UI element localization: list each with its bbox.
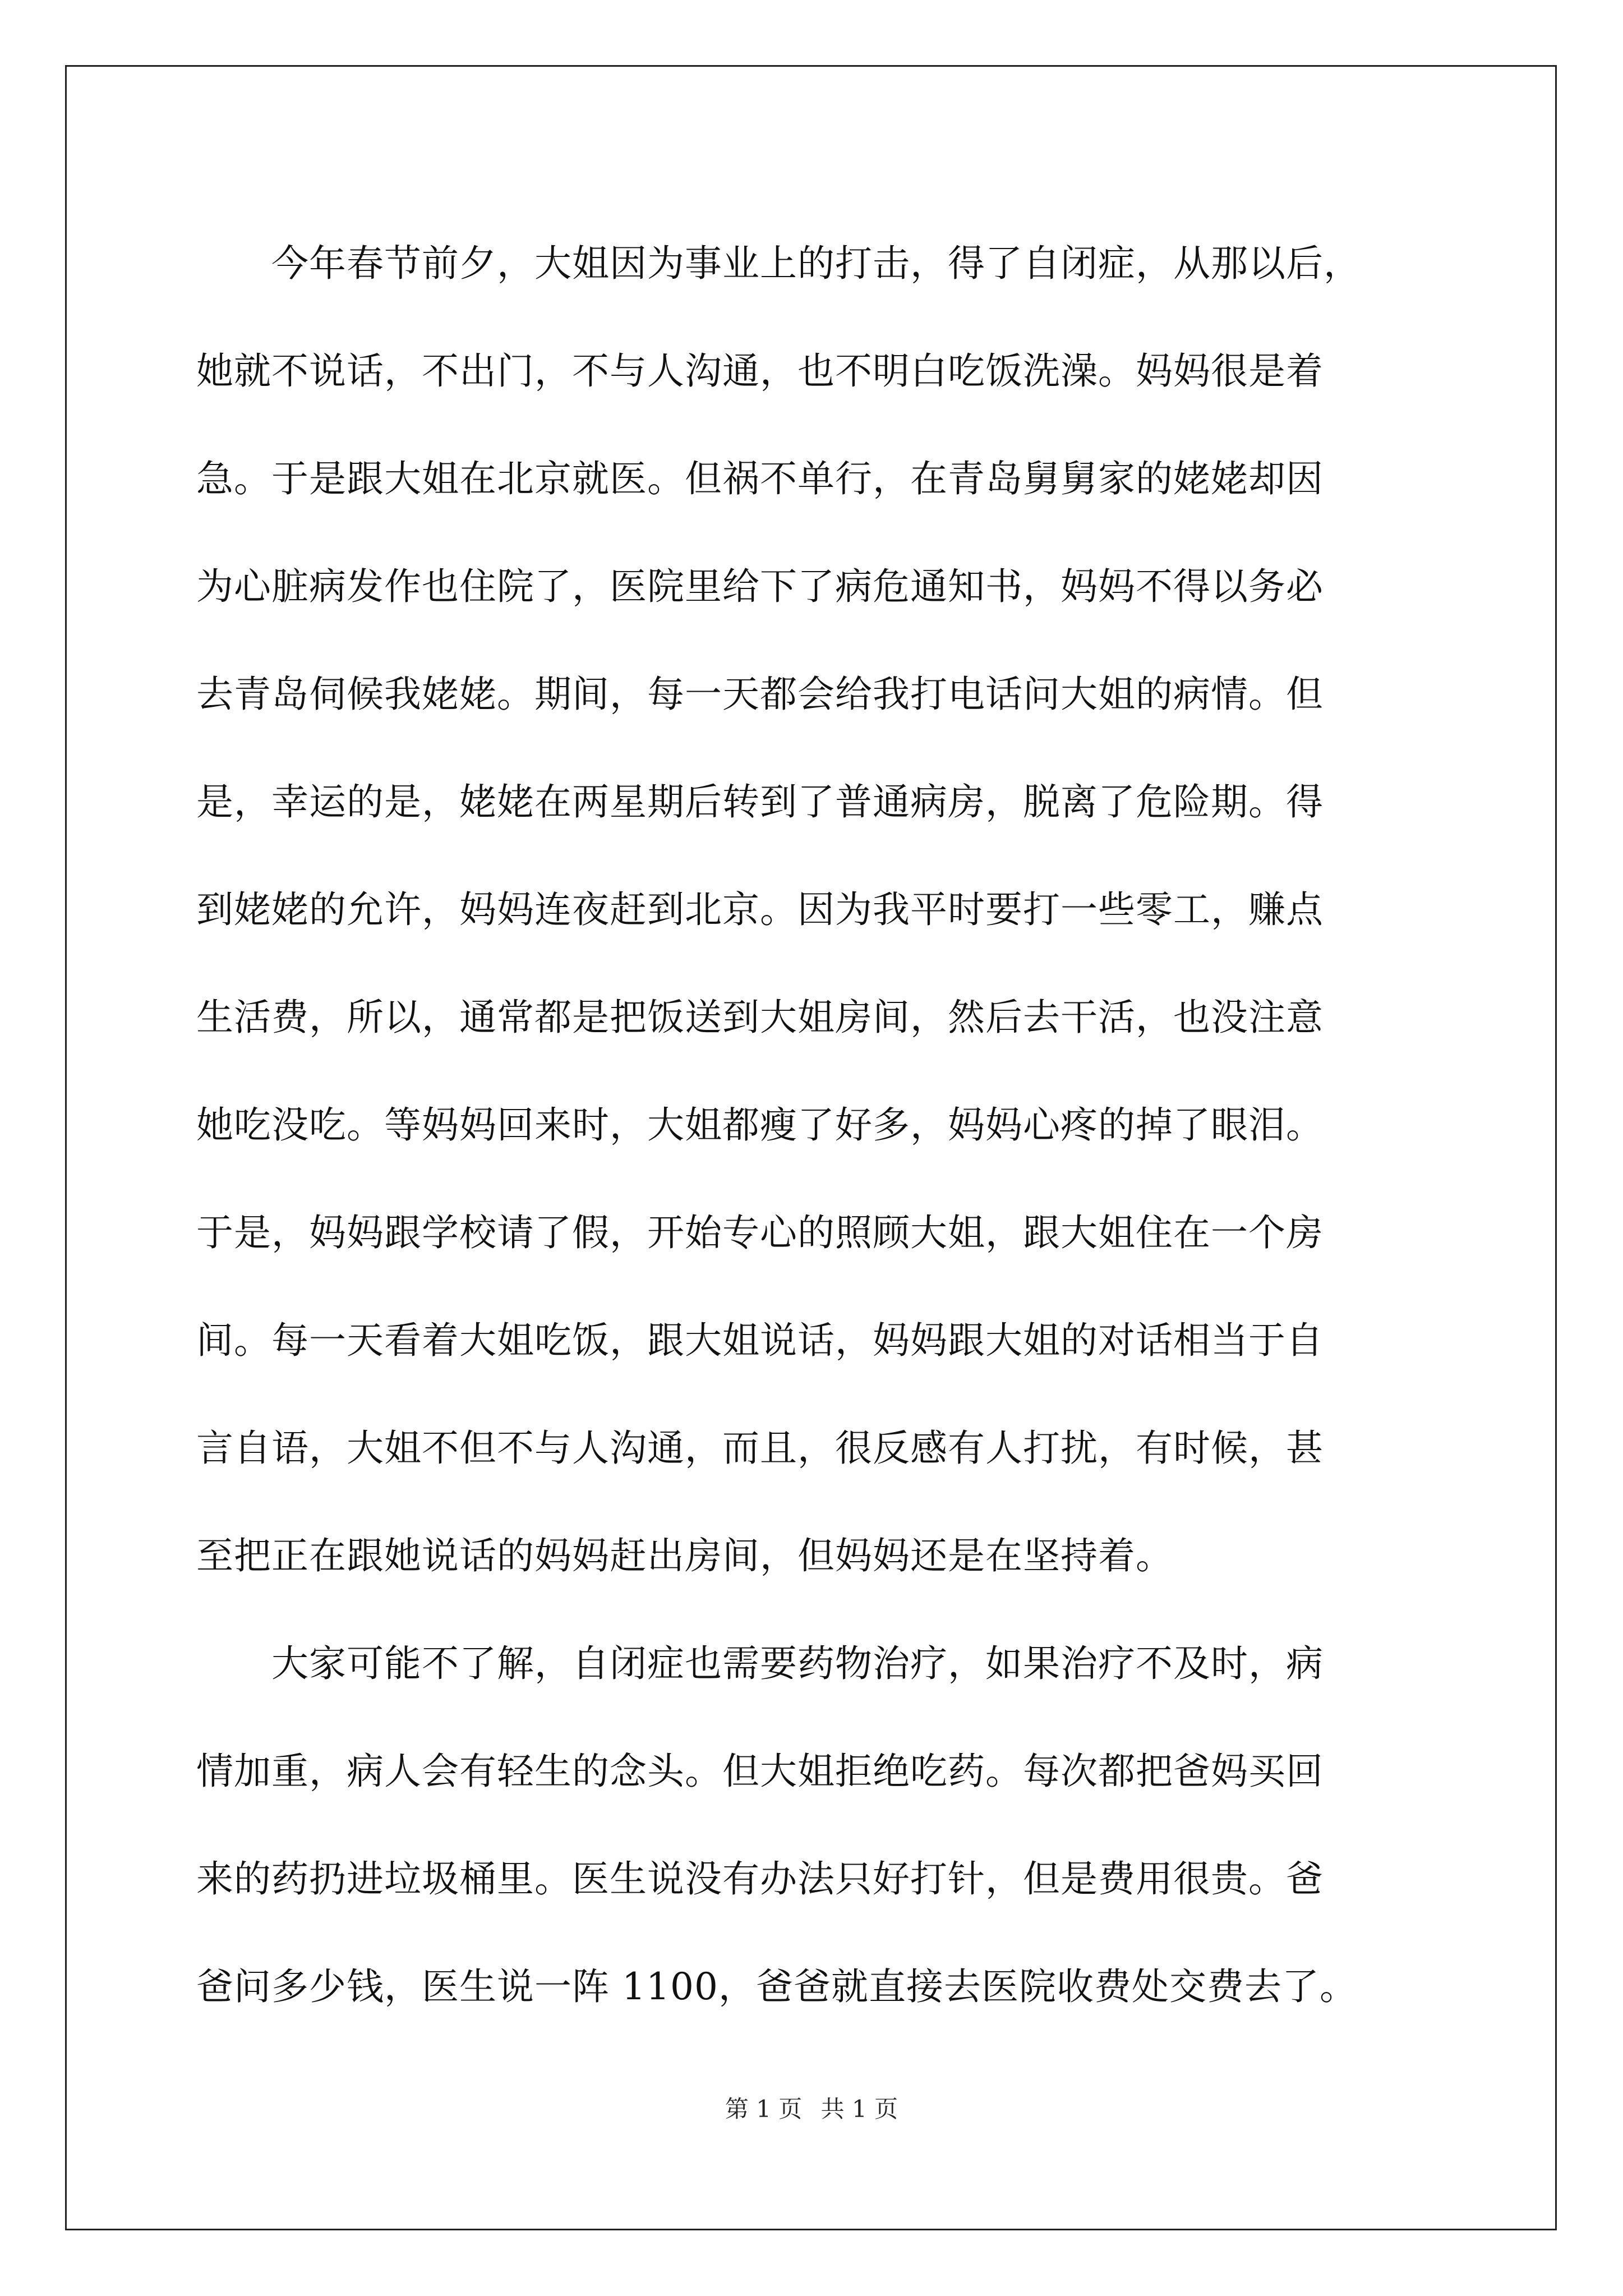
page-number: 第 1 页 (725, 2095, 803, 2123)
text-line: 情加重，病人会有轻生的念头。但大姐拒绝吃药。每次都把爸妈买回 (196, 1750, 1324, 1793)
text-line: 到姥姥的允许，妈妈连夜赶到北京。因为我平时要打一些零工，赚点 (196, 888, 1324, 931)
text-line: 是，幸运的是，姥姥在两星期后转到了普通病房，脱离了危险期。得 (196, 780, 1324, 823)
text-line: 她吃没吃。等妈妈回来时，大姐都瘦了好多，妈妈心疼的掉了眼泪。 (196, 1103, 1324, 1147)
text-line: 至把正在跟她说话的妈妈赶出房间，但妈妈还是在坚持着。 (196, 1534, 1173, 1577)
page-footer (0, 2092, 1623, 2126)
text-line: 来的药扔进垃圾桶里。医生说没有办法只好打针，但是费用很贵。爸 (196, 1857, 1324, 1901)
page-total: 共 1 页 (820, 2095, 898, 2123)
text-line: 言自语，大姐不但不与人沟通，而且，很反感有人打扰，有时候，甚 (196, 1427, 1324, 1470)
text-line: 急。于是跟大姐在北京就医。但祸不单行，在青岛舅舅家的姥姥却因 (196, 457, 1324, 500)
text-line: 为心脏病发作也住院了，医院里给下了病危通知书，妈妈不得以务必 (196, 565, 1324, 608)
text-line: 她就不说话，不出门，不与人沟通，也不明白吃饭洗澡。妈妈很是着 (196, 349, 1324, 393)
text-line: 大家可能不了解，自闭症也需要药物治疗，如果治疗不及时，病 (196, 1642, 1324, 1685)
text-line: 于是，妈妈跟学校请了假，开始专心的照顾大姐，跟大姐住在一个房 (196, 1211, 1324, 1254)
text-line: 爸问多少钱，医生说一阵 1100，爸爸就直接去医院收费处交费去了。 (196, 1965, 1357, 2008)
text-line: 去青岛伺候我姥姥。期间，每一天都会给我打电话问大姐的病情。但 (196, 673, 1324, 716)
text-line: 间。每一天看着大姐吃饭，跟大姐说话，妈妈跟大姐的对话相当于自 (196, 1319, 1324, 1362)
text-line: 今年春节前夕，大姐因为事业上的打击，得了自闭症，从那以后， (196, 242, 1361, 285)
text-line: 生活费，所以，通常都是把饭送到大姐房间，然后去干活，也没注意 (196, 996, 1324, 1039)
document-body (196, 210, 1430, 2041)
